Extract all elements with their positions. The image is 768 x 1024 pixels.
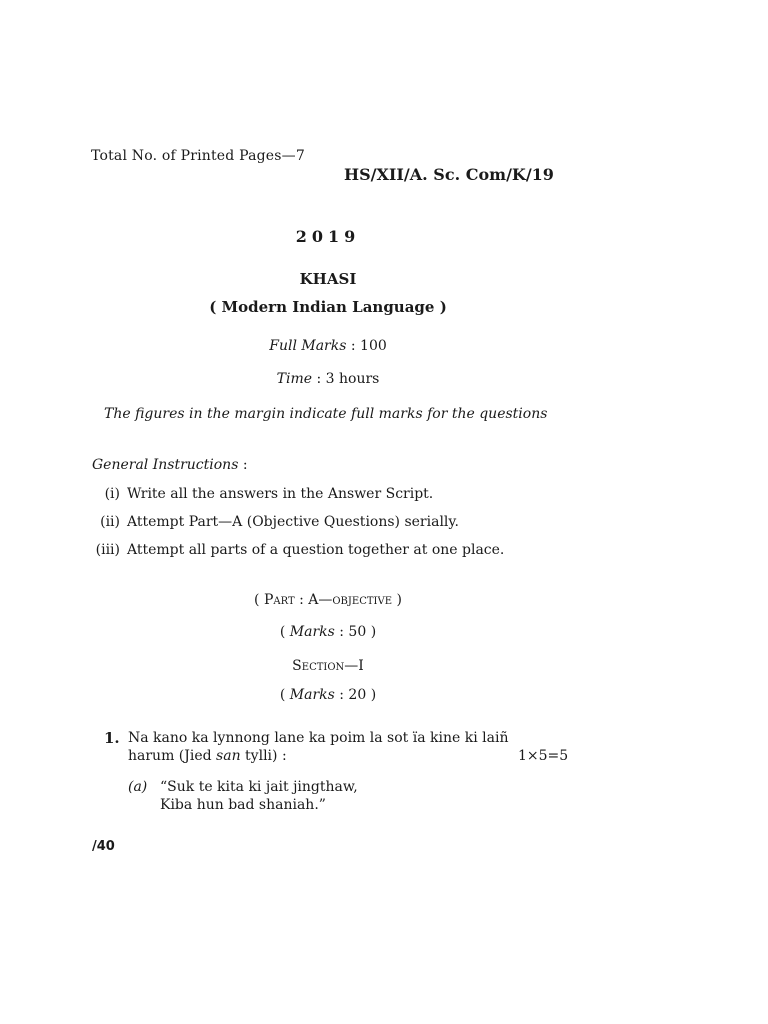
page-footer-code: /40 bbox=[92, 839, 115, 854]
figures-note: The figures in the margin indicate full marks for the questions bbox=[104, 406, 548, 422]
instruction-item bbox=[92, 514, 459, 530]
total-printed-pages: Total No. of Printed Pages—7 bbox=[91, 148, 305, 164]
instruction-item bbox=[92, 542, 504, 558]
subquestion-label: (a) bbox=[128, 779, 148, 795]
full-marks bbox=[0, 338, 656, 354]
question-text-fragment: tylli) : bbox=[240, 748, 287, 764]
question-marks: 1×5=5 bbox=[518, 748, 569, 764]
subject-subtitle: ( Modern Indian Language ) bbox=[209, 298, 447, 316]
part-open-paren: ( bbox=[254, 592, 264, 608]
question-number: 1. bbox=[104, 729, 120, 747]
part-title: Part : A—objective bbox=[263, 592, 393, 608]
full-marks-value: : 100 bbox=[346, 338, 387, 354]
instruction-item bbox=[92, 486, 433, 502]
part-marks-value: : 50 ) bbox=[334, 624, 377, 640]
paper-code: HS/XII/A. Sc. Com/K/19 bbox=[344, 165, 554, 184]
general-instructions-colon: : bbox=[238, 457, 248, 473]
question-text-italic: san bbox=[216, 748, 241, 764]
general-instructions-heading bbox=[92, 457, 248, 473]
question-text-fragment: harum (Jied bbox=[128, 748, 217, 764]
question-text-line bbox=[128, 748, 287, 764]
exam-time bbox=[0, 371, 656, 387]
section-marks-value: : 20 ) bbox=[334, 687, 377, 703]
instruction-text: Attempt Part—A (Objective Questions) serially. bbox=[127, 514, 459, 530]
question-text-line: Na kano ka lynnong lane ka poim la sot ïa kine ki laiñ bbox=[128, 730, 509, 746]
part-heading bbox=[0, 592, 656, 608]
part-marks-label: Marks bbox=[289, 624, 335, 640]
section-marks-label: Marks bbox=[289, 687, 335, 703]
part-marks bbox=[0, 624, 656, 640]
instruction-number: (ii) bbox=[100, 514, 120, 530]
exam-year: 2019 bbox=[295, 227, 361, 246]
instruction-text: Attempt all parts of a question together at one place. bbox=[127, 542, 505, 558]
full-marks-label: Full Marks bbox=[269, 338, 347, 354]
instruction-text: Write all the answers in the Answer Script. bbox=[127, 486, 434, 502]
instruction-number: (i) bbox=[104, 486, 120, 502]
subject-title: KHASI bbox=[299, 270, 357, 288]
time-value: : 3 hours bbox=[312, 371, 380, 387]
part-marks-open: ( bbox=[279, 624, 290, 640]
part-close-paren: ) bbox=[392, 592, 402, 608]
time-label: Time bbox=[276, 371, 313, 387]
general-instructions-label: General Instructions bbox=[92, 457, 239, 473]
section-marks-open: ( bbox=[279, 687, 290, 703]
section-heading: Section—I bbox=[292, 658, 364, 674]
instruction-number: (iii) bbox=[95, 542, 120, 558]
subquestion-text-line: “Suk te kita ki jait jingthaw, bbox=[160, 779, 358, 795]
subquestion-text-line: Kiba hun bad shaniah.” bbox=[160, 797, 326, 813]
section-marks bbox=[0, 687, 656, 703]
